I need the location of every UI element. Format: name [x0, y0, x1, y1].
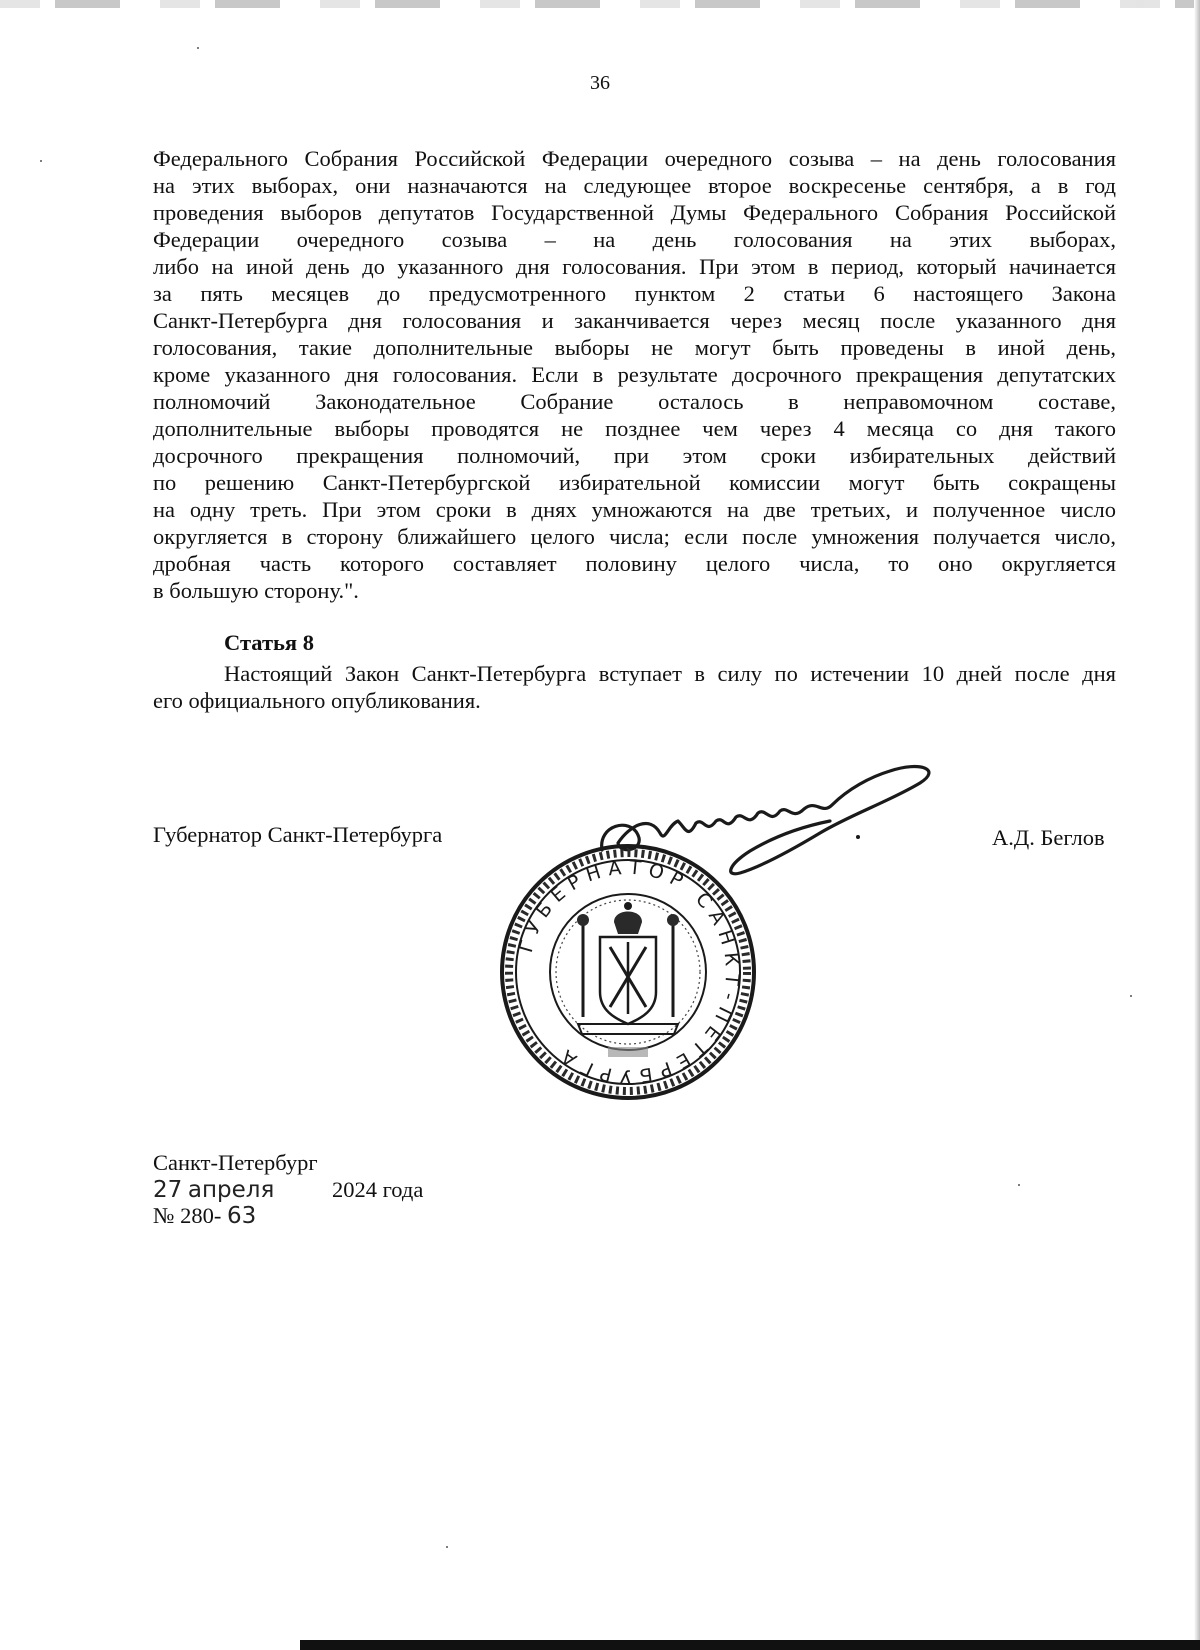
- paragraph-line: Санкт-Петербурга дня голосования и заканчивается через месяц после указанного дня: [153, 308, 1116, 333]
- article-body: [153, 660, 1116, 714]
- article-line: Настоящий Закон Санкт-Петербурга вступает в силу по истечении 10 дней после дня: [224, 661, 1116, 686]
- date-month: апреля: [187, 1177, 275, 1203]
- governor-title: Губернатор Санкт-Петербурга: [153, 822, 443, 847]
- governor-name: А.Д. Беглов: [992, 825, 1105, 850]
- paragraph-line: на этих выборах, они назначаются на следующее второе воскресенье сентября, а в год: [153, 173, 1116, 198]
- article-line: его официального опубликования.: [153, 688, 481, 713]
- paragraph-line: дробная часть которого составляет половину целого числа, то оно округляется: [153, 551, 1116, 576]
- paragraph-line: дополнительные выборы проводятся не позднее чем через 4 месяца со дня такого: [153, 416, 1116, 441]
- paragraph-line: за пять месяцев до предусмотренного пунктом 2 статьи 6 настоящего Закона: [153, 281, 1116, 306]
- scan-edge-right: [1194, 0, 1200, 1650]
- page-number: 36: [590, 72, 610, 94]
- law-number-prefix: № 280-: [153, 1203, 222, 1228]
- signing-date: [153, 1177, 274, 1203]
- seal-outer-text: ГУБЕРНАТОР САНКТ-ПЕТЕРБУРГА: [514, 856, 744, 1088]
- scan-speck: [40, 160, 42, 162]
- paragraph-line: кроме указанного дня голосования. Если в результате досрочного прекращения депутатских: [153, 362, 1116, 387]
- paragraph-line: полномочий Законодательное Собрание осталось в неправомочном составе,: [153, 389, 1116, 414]
- paragraph-line: проведения выборов депутатов Государственной Думы Федерального Собрания Российской: [153, 200, 1116, 225]
- scan-speck: [197, 47, 199, 49]
- paragraph-line: Федерального Собрания Российской Федерации очередного созыва – на день голосования: [153, 146, 1116, 171]
- law-number-suffix: 63: [226, 1203, 257, 1229]
- place-of-signing: Санкт-Петербург: [153, 1150, 318, 1175]
- scan-speck: [1130, 995, 1132, 997]
- paragraph-line: на одну треть. При этом сроки в днях умножаются на две третьих, и полученное число: [153, 497, 1116, 522]
- date-year: 2024 года: [332, 1177, 424, 1202]
- paragraph-line: досрочного прекращения полномочий, при этом сроки избирательных действий: [153, 443, 1116, 468]
- paragraph-line: голосования, такие дополнительные выборы не могут быть проведены в иной день,: [153, 335, 1116, 360]
- scan-edge-top: [0, 0, 1200, 8]
- main-paragraph: [153, 145, 1116, 604]
- scan-edge-bottom: [300, 1640, 1200, 1650]
- paragraph-line: либо на иной день до указанного дня голосования. При этом в период, который начинается: [153, 254, 1116, 279]
- governor-seal: [498, 842, 758, 1102]
- paragraph-line: в большую сторону.".: [153, 578, 359, 603]
- date-day: 27: [153, 1177, 183, 1203]
- paragraph-line: по решению Санкт-Петербургской избирательной комиссии могут быть сокращены: [153, 470, 1116, 495]
- scan-speck: [446, 1546, 448, 1548]
- article-heading: Статья 8: [224, 630, 314, 655]
- law-number: [153, 1203, 256, 1229]
- scan-speck: [1018, 1184, 1020, 1186]
- paragraph-line: округляется в сторону ближайшего целого числа; если после умножения получается число,: [153, 524, 1116, 549]
- paragraph-line: Федерации очередного созыва – на день голосования на этих выборах,: [153, 227, 1116, 252]
